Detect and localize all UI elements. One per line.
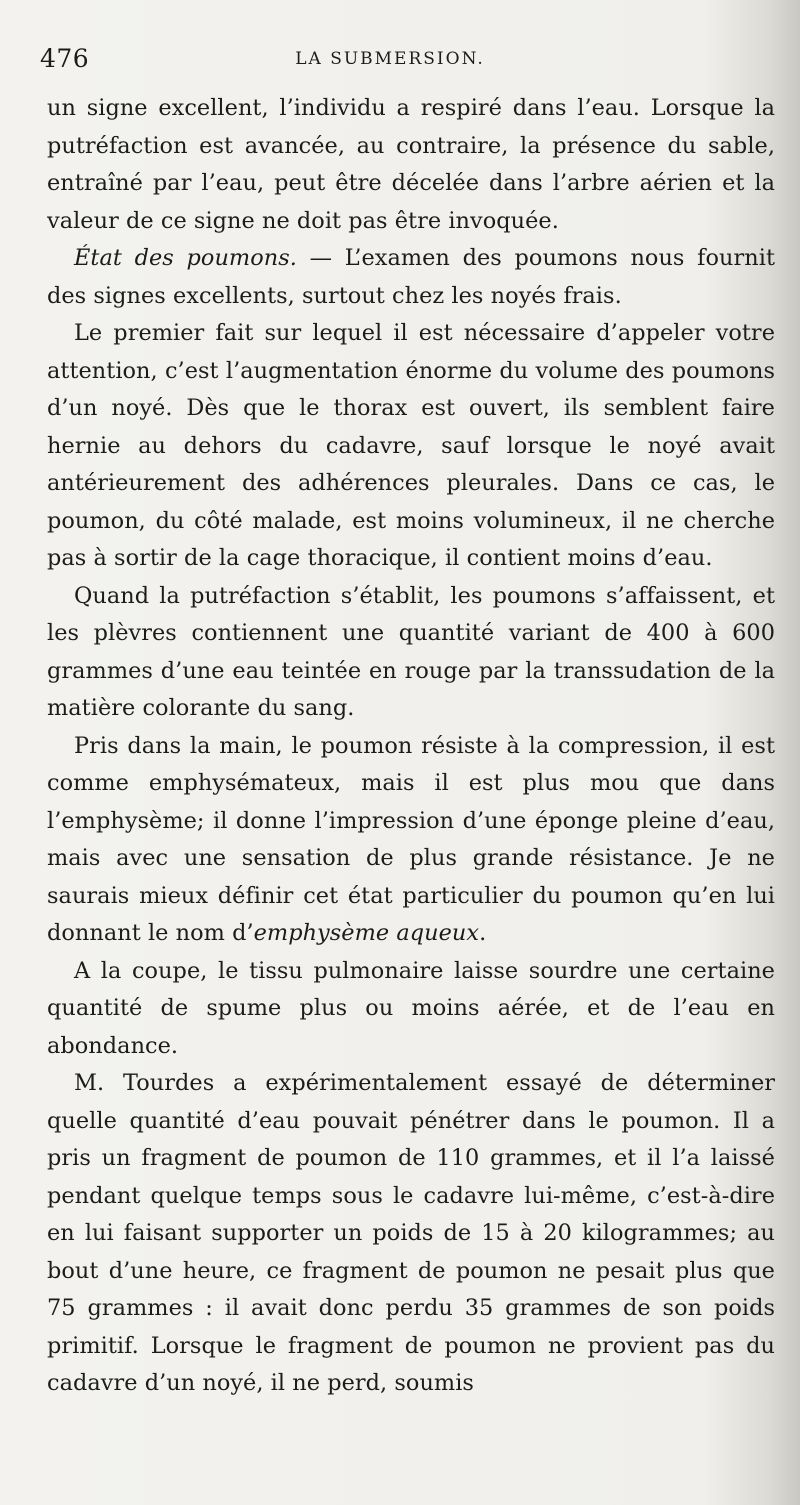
- body-text: [47, 90, 775, 1403]
- page-header: [40, 44, 780, 78]
- paragraph-text: Le premier fait sur lequel il est nécessaire d’appeler votre attention, c’est l’augmentation énorme du volume des poumons d’un noyé. Dès que le thorax est ouvert, ils semblent faire hernie au dehors du cadavre, sauf lorsque le noyé avait antérieurement des adhérences pleurales. Dans ce cas, le poumon, du côté malade, est moins volumineux, il ne cherche pas à sortir de la cage thoracique, il contient moins d’eau.: [47, 320, 775, 571]
- running-title: LA SUBMERSION.: [295, 49, 485, 69]
- emphasis-text: emphysème aqueux: [253, 920, 480, 946]
- paragraph: [47, 90, 775, 240]
- section-heading: État des poumons.: [74, 245, 297, 271]
- paragraph-text: Pris dans la main, le poumon résiste à la compression, il est comme emphysémateux, mais il est plus mou que dans l’emphysème; il donne l’impression d’une éponge pleine d’eau, mais avec une sensation de plus grande résistance. Je ne saurais mieux définir cet état particulier du poumon qu’en lui donnant le nom d’: [47, 732, 775, 946]
- paragraph: [47, 953, 775, 1066]
- paragraph-text: un signe excellent, l’individu a respiré dans l’eau. Lorsque la putréfaction est avancée, au contraire, la présence du sable, entraîné par l’eau, peut être décelée dans l’arbre aérien et la valeur de ce signe ne doit pas être invoquée.: [47, 95, 775, 234]
- paragraph: [47, 728, 775, 953]
- paragraph-tail: .: [479, 920, 487, 946]
- paragraph: [47, 1065, 775, 1403]
- paragraph-text: A la coupe, le tissu pulmonaire laisse sourdre une certaine quantité de spume plus ou moins aérée, et de l’eau en abondance.: [47, 957, 775, 1059]
- paragraph-text: M. Tourdes a expérimentalement essayé de déterminer quelle quantité d’eau pouvait pénétrer dans le poumon. Il a pris un fragment de poumon de 110 grammes, et il l’a laissé pendant quelque temps sous le cadavre lui-même, c’est-à-dire en lui faisant supporter un poids de 15 à 20 kilogrammes; au bout d’une heure, ce fragment de poumon ne pesait plus que 75 grammes : il avait donc perdu 35 grammes de son poids primitif. Lorsque le fragment de poumon ne provient pas du cadavre d’un noyé, il ne perd, soumis: [47, 1070, 775, 1396]
- paragraph-text: Quand la putréfaction s’établit, les poumons s’affaissent, et les plèvres contiennent une quantité variant de 400 à 600 grammes d’une eau teintée en rouge par la transsudation de la matière colorante du sang.: [47, 582, 775, 721]
- paragraph-text: — L’examen des poumons nous fournit des signes excellents, surtout chez les noyés frais.: [47, 245, 775, 309]
- paragraph: [47, 578, 775, 728]
- page-number: 476: [40, 44, 90, 73]
- paragraph: [47, 315, 775, 578]
- paragraph: [47, 240, 775, 315]
